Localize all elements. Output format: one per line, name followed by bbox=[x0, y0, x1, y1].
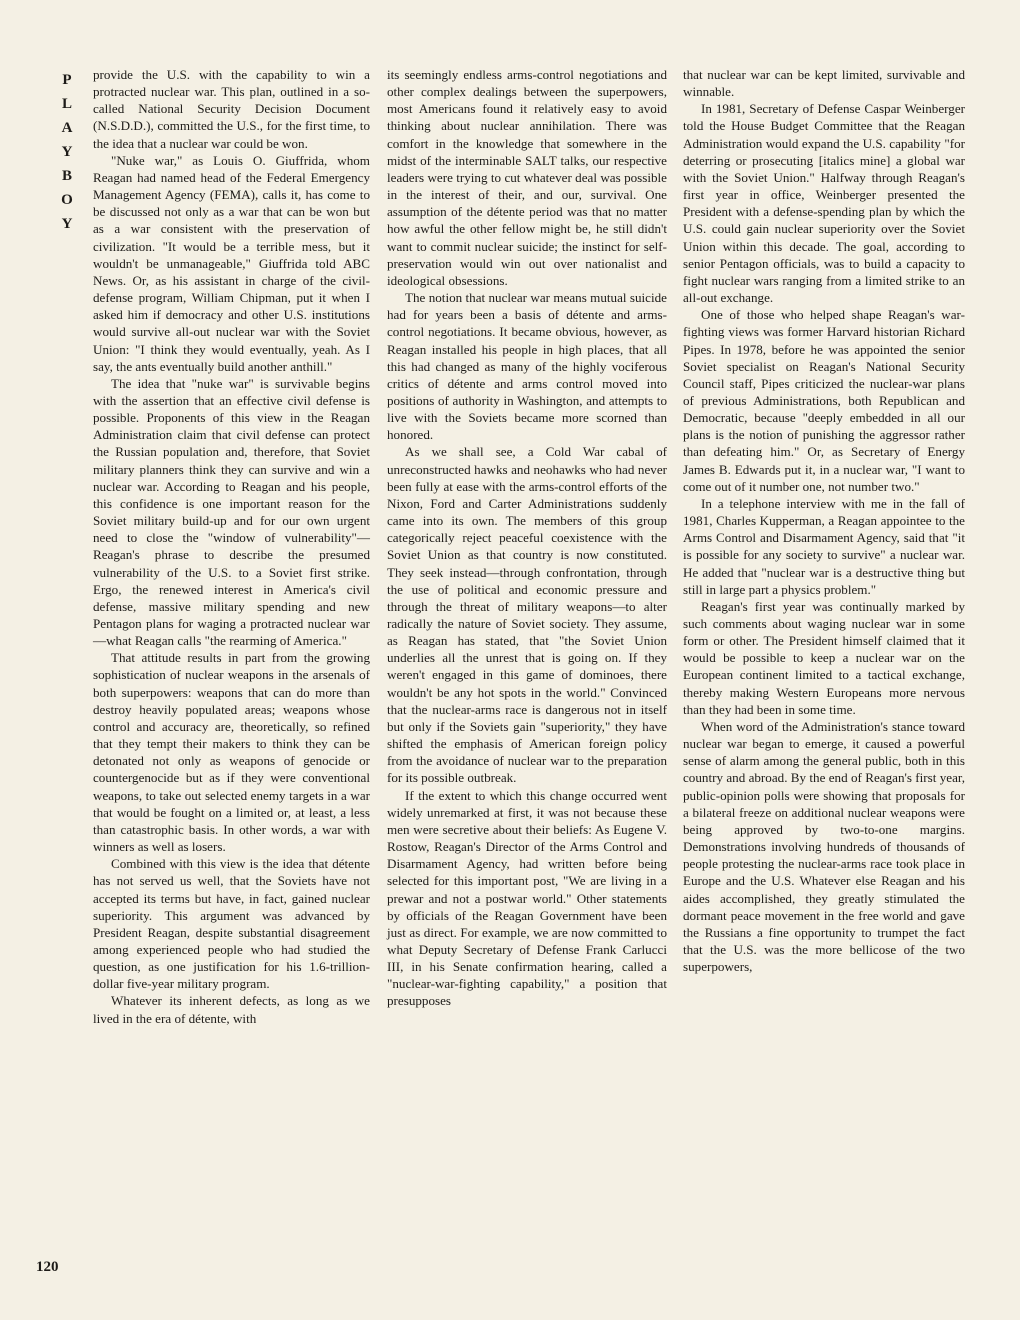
paragraph: When word of the Administration's stance toward nuclear war began to emerge, it caused a powerful sense of alarm among the general public, both in this country and abroad. By the end of Reagan's first year, public-opinion polls were showing that proposals for a bilateral freeze on additional nuclear weapons were being approved by two-to-one margins. Demonstrations involving hundreds of thousands of people protesting the nuclear-arms race took place in Europe and the U.S. Whatever else Reagan and his aides accomplished, they greatly stimulated the dormant peace movement in the free world and gave the Russians a fine opportunity to trumpet the fact that the U.S. was the more bellicose of the two superpowers, bbox=[683, 718, 965, 975]
paragraph: In a telephone interview with me in the fall of 1981, Charles Kupperman, a Reagan appointee to the Arms Control and Disarmament Agency, said that "it is possible for any society to survive" a nuclear war. He added that "nuclear war is a destructive thing but still in large part a physics problem." bbox=[683, 495, 965, 597]
paragraph: That attitude results in part from the growing sophistication of nuclear weapons in the arsenals of both superpowers: weapons that can do more than destroy heavily populated areas; weapons whose control and accuracy are, theoretically, so refined that they tempt their makers to think they can be detonated not only as weapons of genocide or countergenocide but as if they were conventional weapons, to take out selected enemy targets in a war that would be fought on a limited or, at least, a less than catastrophic basis. In other words, a war with winners as well as losers. bbox=[93, 650, 370, 855]
magazine-name-vertical bbox=[60, 68, 74, 236]
magazine-letter: O bbox=[61, 192, 73, 208]
magazine-letter: B bbox=[61, 168, 72, 184]
text-column-2 bbox=[387, 66, 667, 1010]
text-column-3 bbox=[683, 66, 965, 975]
paragraph: Combined with this view is the idea that détente has not served us well, that the Soviets have not accepted its terms but have, in fact, gained nuclear superiority. This argument was advanced by President Reagan, despite substantial disagreement among experienced people who had studied the question, as one justification for his 1.6-trillion-dollar five-year military program. bbox=[93, 856, 370, 992]
paragraph: its seemingly endless arms-control negotiations and other complex dealings between the superpowers, most Americans found it relatively easy to avoid thinking about nuclear annihilation. There was comfort in the knowledge that somewhere in the midst of the interminable SALT talks, our respective leaders were trying to cut whatever deal was possible in the interest of their, and our, survival. One assumption of the détente period was that no matter how awful the other fellow might be, he still didn't want to commit nuclear suicide; the instinct for self-preservation would win out over nationalist and ideological obsessions. bbox=[387, 67, 667, 288]
paragraph: provide the U.S. with the capability to win a protracted nuclear war. This plan, outlined in a so-called National Security Decision Document (N.S.D.D.), committed the U.S., for the first time, to the idea that a nuclear war could be won. bbox=[93, 67, 370, 151]
paragraph: One of those who helped shape Reagan's war-fighting views was former Harvard historian Richard Pipes. In 1978, before he was appointed the senior Soviet specialist on Reagan's National Security Council staff, Pipes criticized the nuclear-war plans of previous Administrations, both Republican and Democratic, because "deeply embedded in all our plans is the notion of punishing the aggressor rather than defeating him." Or, as Secretary of Energy James B. Edwards put it, in a nuclear war, "I want to come out of it number one, not number two." bbox=[683, 307, 965, 494]
paragraph: The idea that "nuke war" is survivable begins with the assertion that an effective civil defense is possible. Proponents of this view in the Reagan Administration claim that civil defense can protect the Russian population and, therefore, that Soviet military planners think they can survive and win a nuclear war. According to Reagan and his people, this confidence is one important reason for the Soviet military build-up and for our own urgent need to close the "window of vulnerability"—Reagan's phrase to describe the presumed vulnerability of the U.S. to a Soviet first strike. Ergo, the renewed interest in America's civil defense, massive military spending and new Pentagon plans for waging a protracted nuclear war—what Reagan calls "the rearming of America." bbox=[93, 375, 370, 649]
paragraph: If the extent to which this change occurred went widely unremarked at first, it was not because these men were secretive about their beliefs: As Eugene V. Rostow, Reagan's Director of the Arms Control and Disarmament Agency, had written before being selected for this important post, "We are living in a prewar and not a postwar world." Other statements by officials of the Reagan Government have been just as direct. For example, we are now committed to what Deputy Secretary of Defense Frank Carlucci III, in his Senate confirmation hearing, called a "nuclear-war-fighting capability," a position that presupposes bbox=[387, 787, 667, 1009]
page-number: 120 bbox=[36, 1259, 59, 1275]
magazine-letter: Y bbox=[61, 144, 73, 160]
magazine-letter: Y bbox=[61, 216, 73, 232]
paragraph: Reagan's first year was continually marked by such comments about waging nuclear war in some form or other. The President himself claimed that it would be possible to keep a nuclear war on the European continent limited to a tactical exchange, thereby making Western Europeans more nervous than they had been in some time. bbox=[683, 598, 965, 717]
paragraph: "Nuke war," as Louis O. Giuffrida, whom Reagan had named head of the Federal Emergency Management Agency (FEMA), calls it, has come to be discussed not only as a war that can be won but as a war consistent with the preservation of civilization. "It would be a terrible mess, but it wouldn't be unmanageable," Giuffrida told ABC News. Or, as his assistant in charge of the civil-defense program, William Chipman, put it when I asked him if democracy and other U.S. institutions would survive all-out nuclear war with the Soviet Union: "I think they would eventually, yeah. As I say, the ants eventually build another anthill." bbox=[93, 152, 370, 374]
magazine-letter: A bbox=[61, 120, 73, 136]
magazine-letter: P bbox=[62, 72, 72, 88]
paragraph: In 1981, Secretary of Defense Caspar Weinberger told the House Budget Committee that the Reagan Administration would expand the U.S. capability "for deterring or prosecuting [italics mine] a global war with the Soviet Union." Halfway through Reagan's first year in office, Weinberger presented the President with a defense-spending plan by which the U.S. could gain nuclear superiority over the Soviet Union within this decade. The goal, according to senior Pentagon officials, was to build a capacity to fight nuclear wars ranging from a limited strike to an all-out exchange. bbox=[683, 101, 965, 306]
magazine-letter: L bbox=[61, 96, 72, 112]
paragraph: Whatever its inherent defects, as long as we lived in the era of détente, with bbox=[93, 993, 370, 1026]
paragraph: The notion that nuclear war means mutual suicide had for years been a basis of détente and arms-control negotiations. It became obvious, however, as Reagan installed his people in high places, that all this had changed as many of the highly vociferous critics of détente and arms control moved into positions of authority in Washington, and attempts to live with the Soviets became more scorned than honored. bbox=[387, 290, 667, 443]
text-column-1 bbox=[93, 66, 370, 1027]
paragraph: that nuclear war can be kept limited, survivable and winnable. bbox=[683, 67, 965, 100]
paragraph: As we shall see, a Cold War cabal of unreconstructed hawks and neohawks who had never been fully at ease with the arms-control efforts of the Nixon, Ford and Carter Administrations suddenly came into its own. The members of this group categorically reject peaceful coexistence with the Soviet Union as that country is now constituted. They seek instead—through confrontation, through the use of political and economic pressure and through the threat of military weapons—to alter radically the nature of Soviet society. They assume, as Reagan has stated, that "the Soviet Union underlies all the unrest that is going on. If they weren't engaged in this game of dominoes, there wouldn't be any hot spots in the world." Convinced that the nuclear-arms race is dangerous not in itself but only if the Soviets gain "superiority," they have shifted the emphasis of American foreign policy from the avoidance of nuclear war to the preparation for its possible outbreak. bbox=[387, 444, 667, 786]
